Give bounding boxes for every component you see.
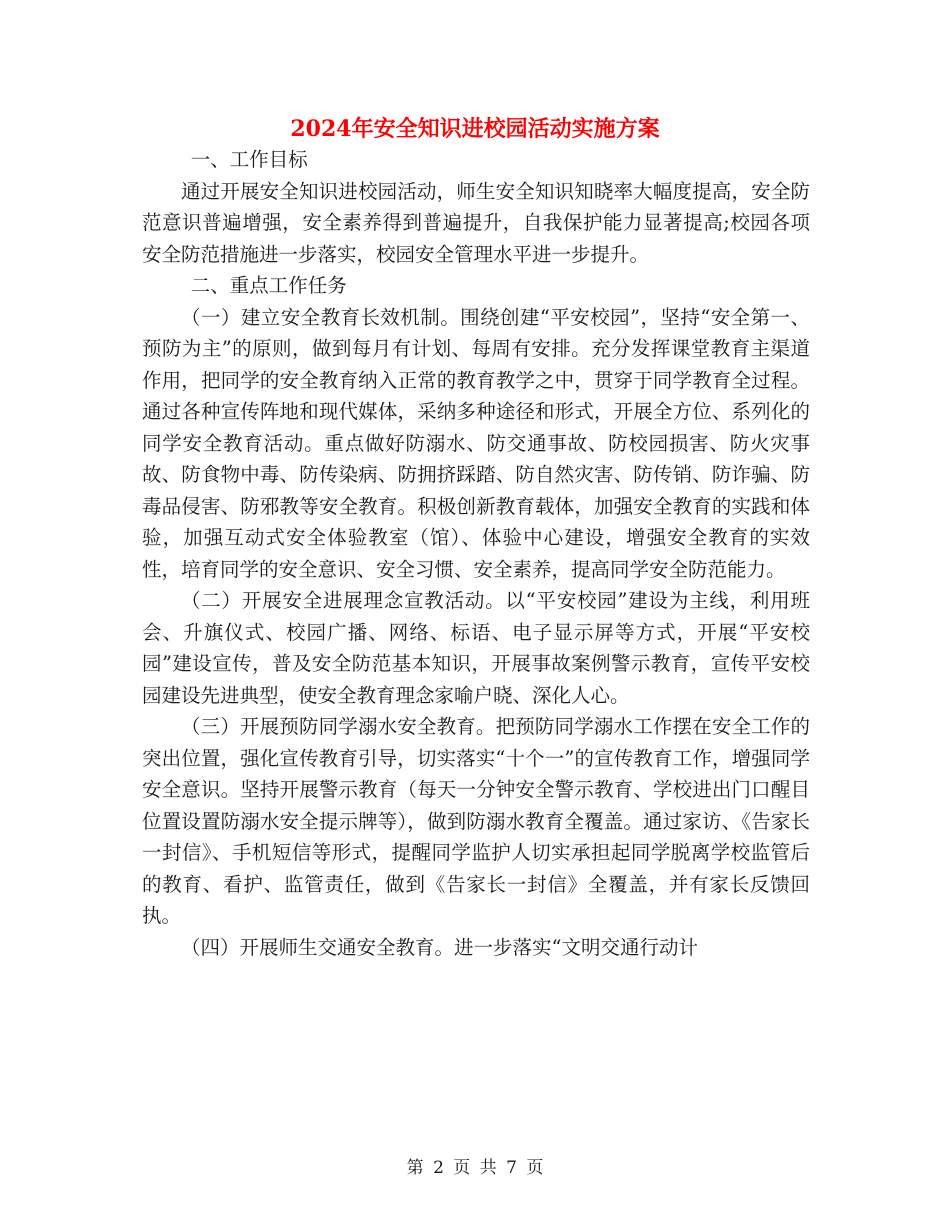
paragraph-task-3: （三）开展预防同学溺水安全教育。把预防同学溺水工作摆在安全工作的突出位置，强化宣传教育引导，切实落实“十个一”的宣传教育工作，增强同学安全意识。坚持开展警示教育（每天一分钟安全警示教育、学校进出门口醒目位置设置防溺水安全提示牌等），做到防溺水教育全覆盖。通过家访、《告家长一封信》、手机短信等形式，提醒同学监护人切实承担起同学脱离学校监管后的教育、看护、监管责任，做到《告家长一封信》全覆盖，并有家长反馈回执。	[142, 715, 810, 927]
page-number-footer: 第 2 页 共 7 页	[406, 1158, 544, 1178]
paragraph-goals: 通过开展安全知识进校园活动，师生安全知识知晓率大幅度提高，安全防范意识普遍增强，安全素养得到普遍提升，自我保护能力显著提高;校园各项安全防范措施进一步落实，校园安全管理水平进一步提升。	[142, 179, 810, 266]
paragraph-task-4: （四）开展师生交通安全教育。进一步落实“文明交通行动计	[181, 935, 698, 959]
document-title: 2024年安全知识进校园活动实施方案	[290, 116, 660, 142]
paragraph-task-2: （二）开展安全进展理念宣教活动。以“平安校园”建设为主线，利用班会、升旗仪式、校园广播、网络、标语、电子显示屏等方式，开展“平安校园”建设宣传，普及安全防范基本知识，开展事故案例警示教育，宣传平安校园建设先进典型，使安全教育理念家喻户晓、深化人心。	[142, 589, 810, 707]
paragraph-task-1: （一）建立安全教育长效机制。围绕创建“平安校园”，坚持“安全第一、预防为主”的原则，做到每月有计划、每周有安排。充分发挥课堂教育主渠道作用，把同学的安全教育纳入正常的教育教学之中，贯穿于同学教育全过程。通过各种宣传阵地和现代媒体，采纳多种途径和形式，开展全方位、系列化的同学安全教育活动。重点做好防溺水、防交通事故、防校园损害、防火灾事故、防食物中毒、防传染病、防拥挤踩踏、防自然灾害、防传销、防诈骗、防毒品侵害、防邪教等安全教育。积极创新教育载体，加强安全教育的实践和体验，加强互动式安全体验教室（馆）、体验中心建设，增强安全教育的实效性，培育同学的安全意识、安全习惯、安全素养，提高同学安全防范能力。	[142, 305, 810, 581]
document-body	[142, 144, 810, 963]
section-heading-goals: 一、工作目标	[190, 148, 308, 171]
section-heading-tasks: 二、重点工作任务	[190, 274, 347, 297]
